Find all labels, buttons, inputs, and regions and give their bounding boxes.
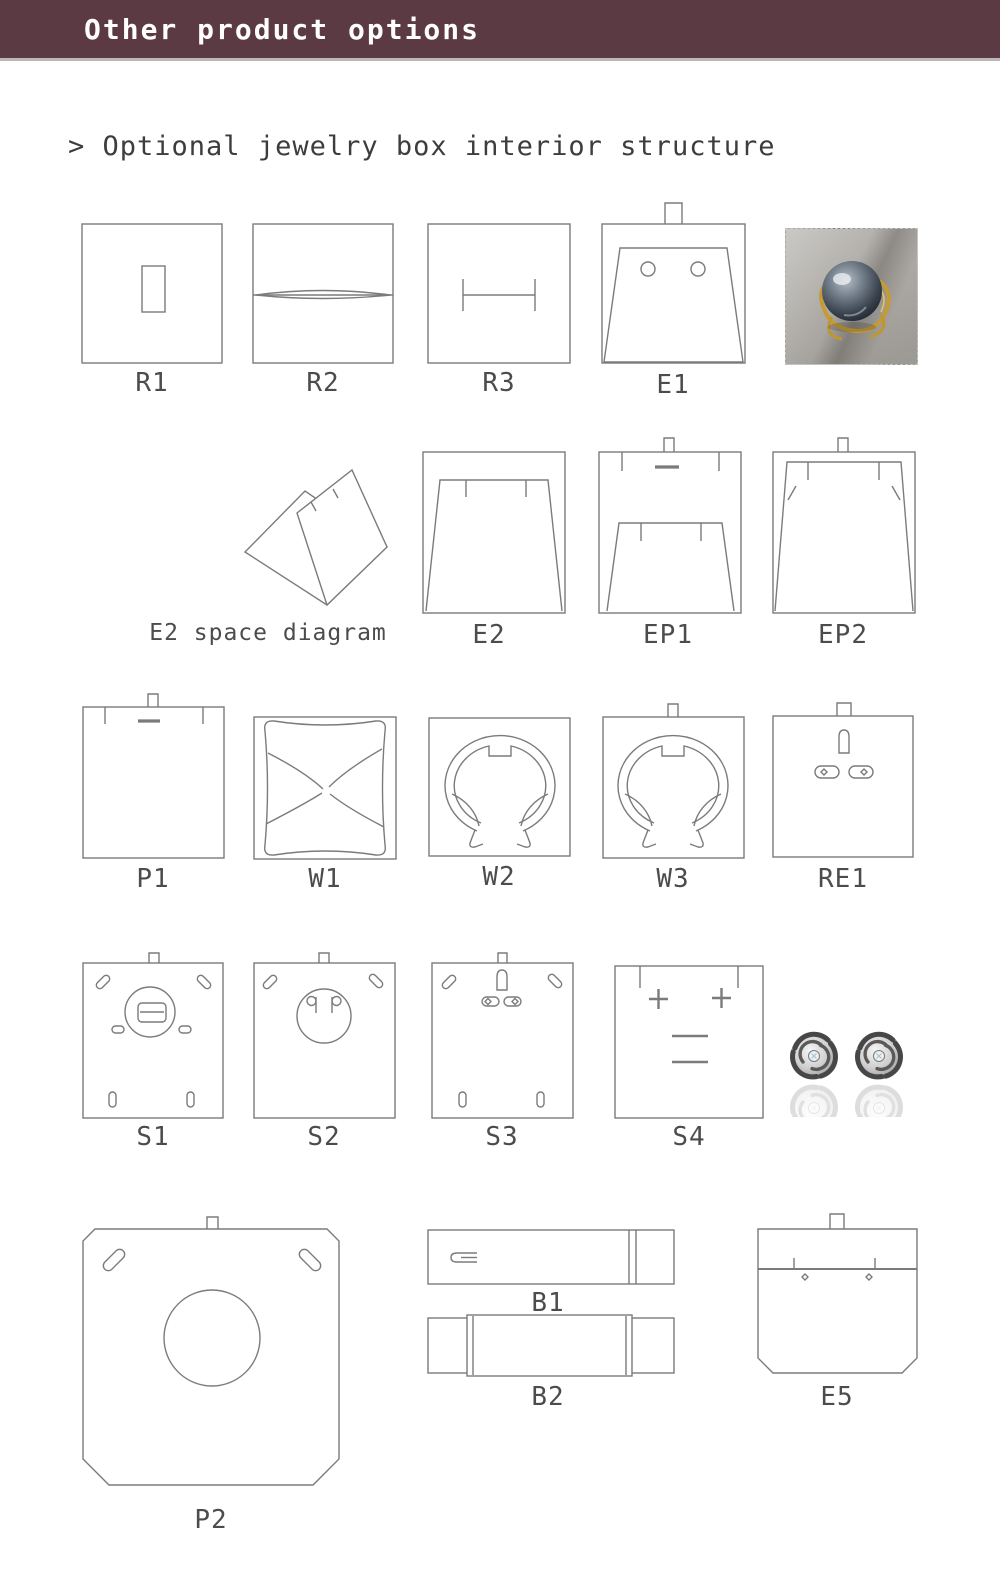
- label-re1: RE1: [818, 864, 868, 894]
- label-w2: W2: [482, 862, 516, 892]
- pearl-ring-illustration: [786, 229, 917, 364]
- earrings-photo: [782, 1022, 912, 1117]
- diagram-e1: [602, 203, 745, 363]
- diagram-s3: [432, 953, 573, 1118]
- label-s3: S3: [485, 1122, 519, 1152]
- diagram-s4: [615, 966, 763, 1118]
- diagram-r2: [253, 224, 393, 363]
- label-r1: R1: [135, 368, 169, 398]
- label-w3: W3: [656, 864, 690, 894]
- label-r2: R2: [306, 368, 340, 398]
- label-s2: S2: [307, 1122, 341, 1152]
- diagram-r3: [428, 224, 570, 363]
- diagram-w1: [254, 717, 396, 859]
- diagram-e2: [423, 452, 565, 613]
- diagram-w3: [603, 704, 744, 858]
- label-b2: B2: [531, 1382, 565, 1412]
- label-b1: B1: [531, 1288, 565, 1318]
- diagram-s2: [254, 953, 395, 1118]
- section-subtitle: > Optional jewelry box interior structure: [68, 131, 776, 162]
- label-ep1: EP1: [643, 620, 693, 650]
- diagram-r1: [82, 224, 222, 363]
- label-p1: P1: [136, 864, 170, 894]
- label-e2: E2: [472, 620, 506, 650]
- label-r3: R3: [482, 368, 516, 398]
- label-e2-space: E2 space diagram: [149, 620, 387, 646]
- label-s1: S1: [136, 1122, 170, 1152]
- diagram-p1: [83, 694, 224, 858]
- label-p2: P2: [194, 1505, 228, 1535]
- label-s4: S4: [672, 1122, 706, 1152]
- label-e5: E5: [820, 1382, 854, 1412]
- diagram-w2: [429, 718, 570, 856]
- label-ep2: EP2: [818, 620, 868, 650]
- diagram-e2-space: [245, 470, 387, 605]
- diagram-re1: [773, 703, 913, 857]
- diagram-b2: [428, 1315, 674, 1376]
- pearl-ring-photo: [785, 228, 918, 365]
- diagram-ep2: [773, 438, 915, 613]
- diagram-ep1: [599, 438, 741, 613]
- diagram-e5: [758, 1214, 917, 1373]
- diagram-s1: [83, 953, 223, 1118]
- diagram-p2: [83, 1217, 339, 1485]
- label-w1: W1: [308, 864, 342, 894]
- label-e1: E1: [656, 370, 690, 400]
- earrings-illustration: [782, 1022, 912, 1117]
- page-title: Other product options: [84, 13, 481, 46]
- diagram-b1: [428, 1230, 674, 1284]
